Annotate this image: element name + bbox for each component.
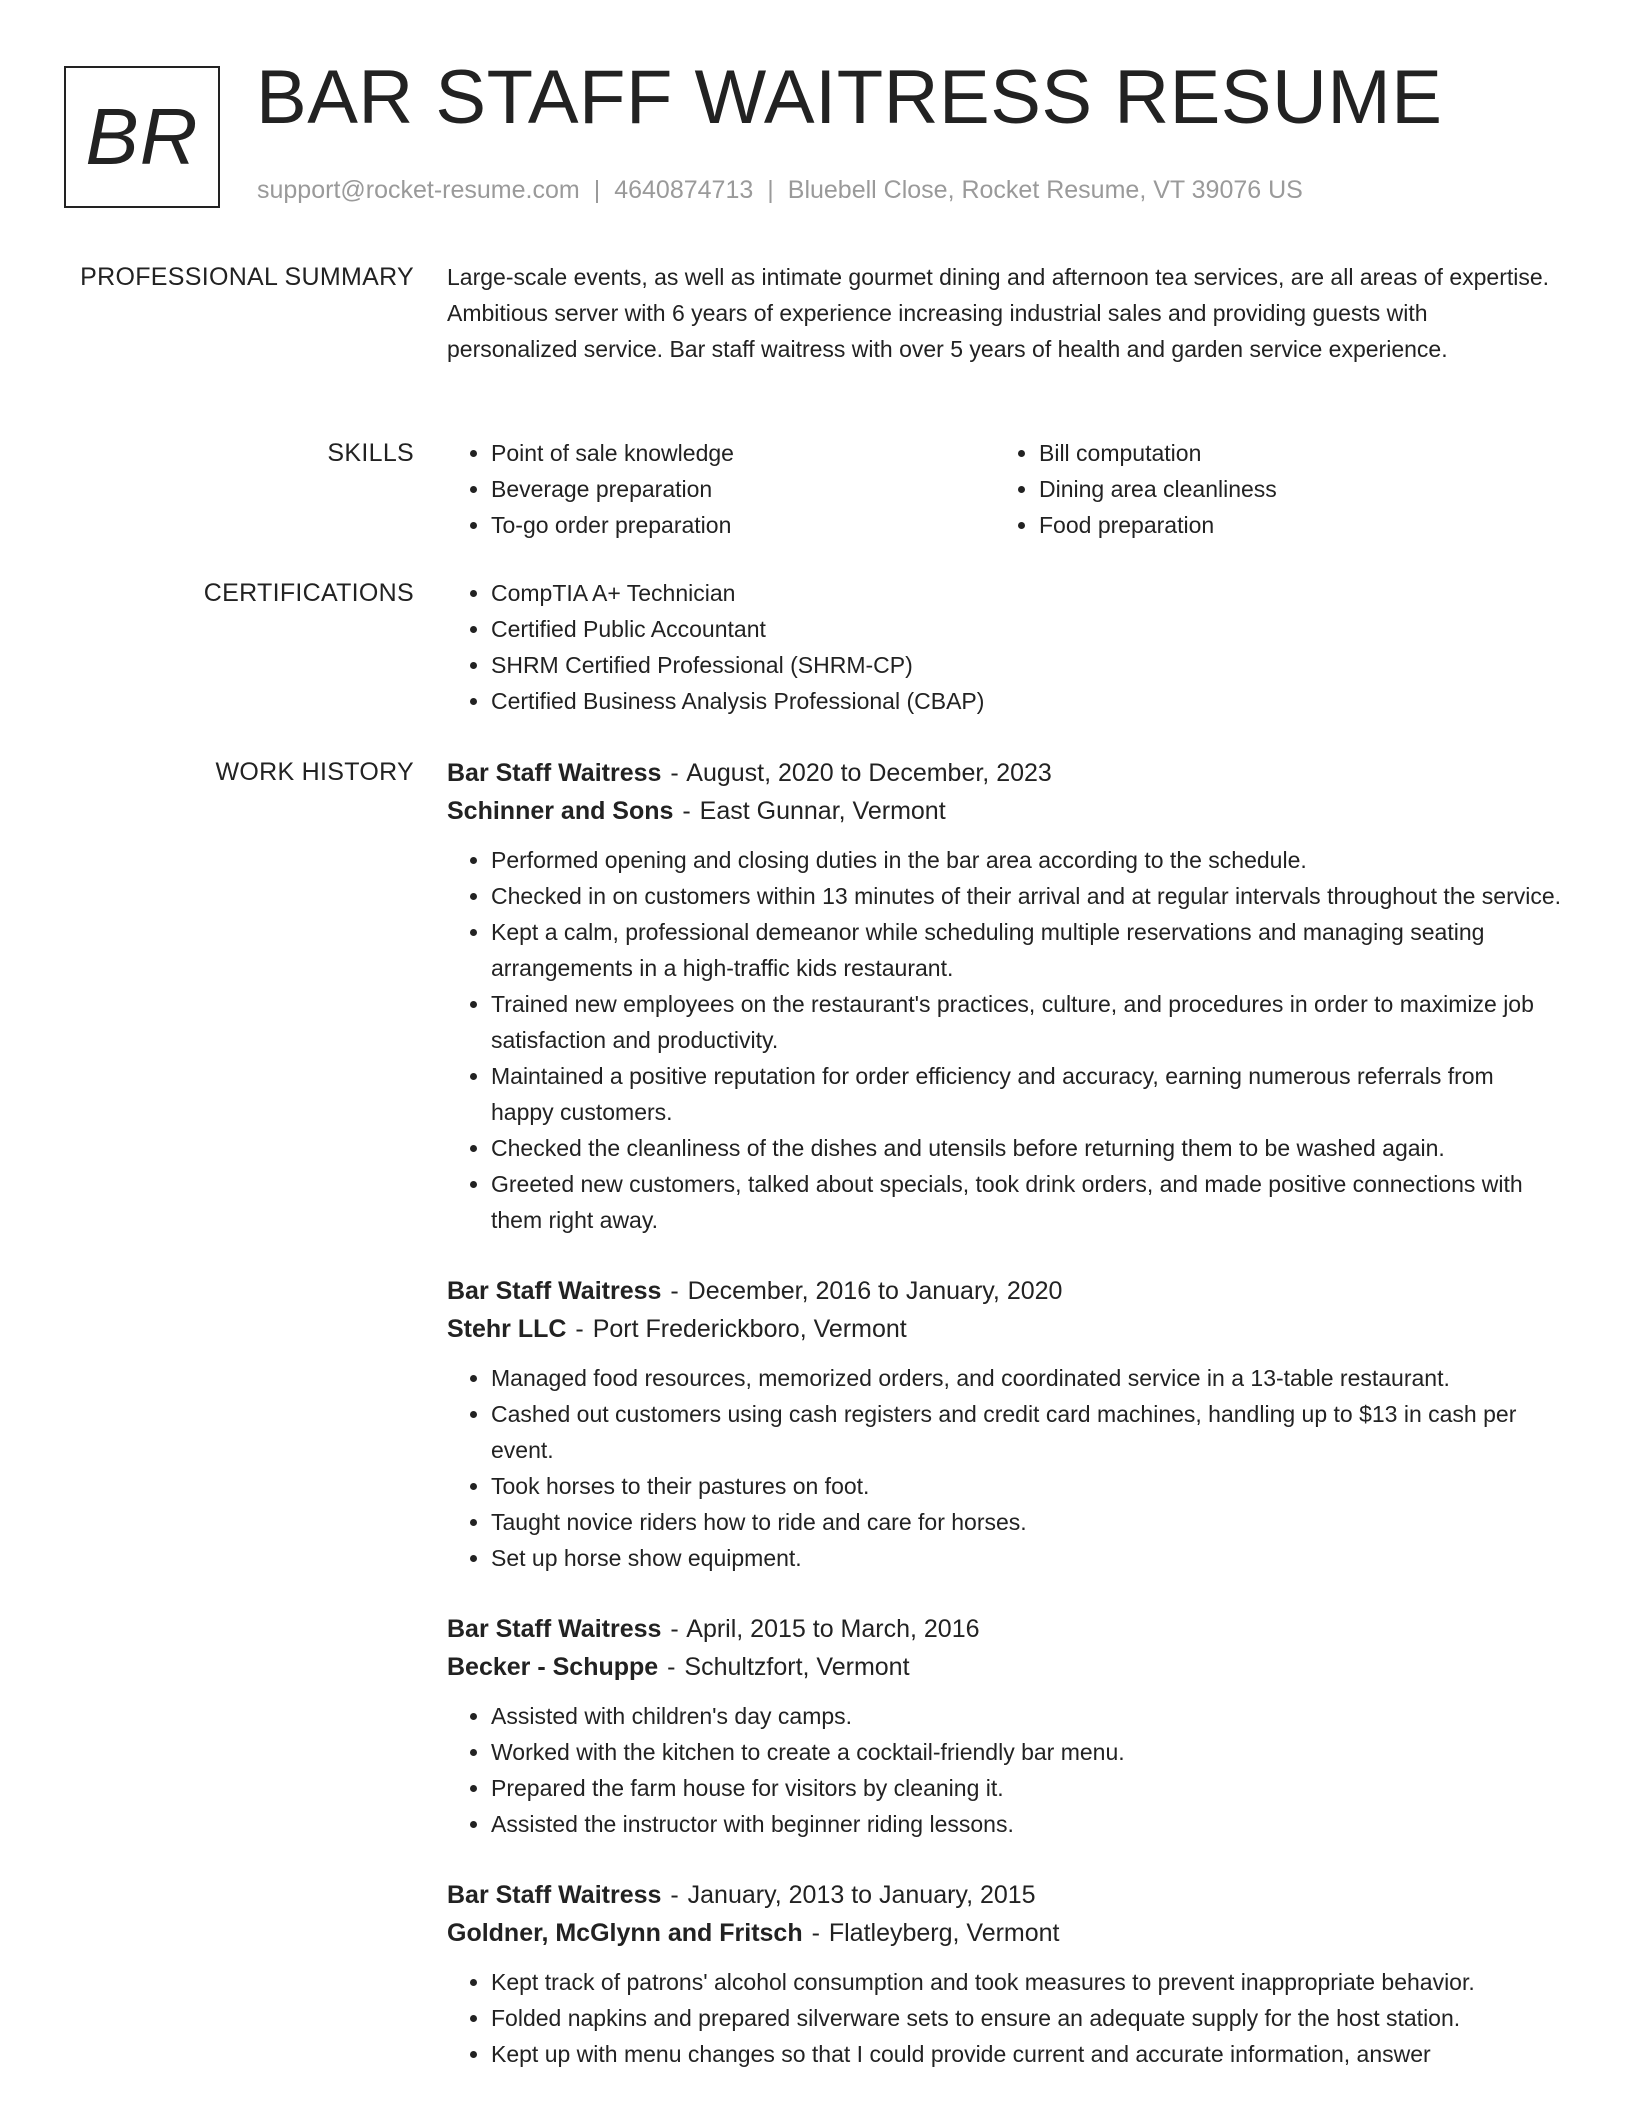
certifications-body — [447, 575, 1562, 719]
job-dash: - — [575, 1315, 584, 1343]
monogram-logo: BR — [64, 66, 220, 208]
job-bullet: • Kept up with menu changes so that I could provide current and accurate information, answer — [491, 2036, 1562, 2072]
job-bullet: • Trained new employees on the restaurant's practices, culture, and procedures in order to maximize job satisfaction and productivity. — [491, 986, 1562, 1058]
job-company-line — [447, 792, 1562, 830]
skills-list — [447, 435, 1562, 543]
job-bullet: • Took horses to their pastures on foot. — [491, 1468, 1562, 1504]
job-bullet: • Assisted the instructor with beginner riding lessons. — [491, 1806, 1562, 1842]
job-bullet: • Greeted new customers, talked about specials, took drink orders, and made positive connections with them right away. — [491, 1166, 1562, 1238]
job-bullet-list — [447, 842, 1562, 1238]
skill-item: • Bill computation — [1039, 435, 1587, 471]
job-entry — [447, 1272, 1562, 1576]
job-dash: - — [670, 1277, 679, 1305]
job-bullet: • Taught novice riders how to ride and care for horses. — [491, 1504, 1562, 1540]
job-dates: January, 2013 to January, 2015 — [687, 1881, 1036, 1909]
certification-item: • Certified Public Accountant — [491, 611, 1562, 647]
job-bullet-list — [447, 1360, 1562, 1576]
job-bullet: • Assisted with children's day camps. — [491, 1698, 1562, 1734]
job-bullet-list — [447, 1964, 1562, 2072]
summary-text: Large-scale events, as well as intimate gourmet dining and afternoon tea services, are all areas of expertise. Ambitious server with 6 years of experience increasing industrial sales and providing guests with personalized service. Bar staff waitress with over 5 years of health and garden service experience. — [447, 264, 1550, 362]
contact-separator: | — [593, 176, 601, 204]
job-bullet: • Set up horse show equipment. — [491, 1540, 1562, 1576]
job-bullet: • Worked with the kitchen to create a cocktail-friendly bar menu. — [491, 1734, 1562, 1770]
job-company: Goldner, McGlynn and Fritsch — [447, 1919, 803, 1947]
job-location: Flatleyberg, Vermont — [828, 1919, 1060, 1947]
job-dash: - — [670, 1615, 679, 1643]
job-entry — [447, 1876, 1562, 2072]
job-bullet: • Folded napkins and prepared silverware sets to ensure an adequate supply for the host station. — [491, 2000, 1562, 2036]
skills-body — [447, 435, 1562, 543]
job-company-line — [447, 1310, 1562, 1348]
job-title-line — [447, 1610, 1562, 1648]
job-bullet: • Kept a calm, professional demeanor while scheduling multiple reservations and managing seating arrangements in a high-traffic kids restaurant. — [491, 914, 1562, 986]
job-location: Schultzfort, Vermont — [684, 1653, 910, 1681]
job-location: Port Frederickboro, Vermont — [592, 1315, 907, 1343]
contact-email: support@rocket-resume.com — [257, 176, 580, 204]
job-company: Schinner and Sons — [447, 797, 674, 825]
job-entry — [447, 1610, 1562, 1842]
skill-item: • Dining area cleanliness — [1039, 471, 1587, 507]
contact-line — [257, 176, 1303, 205]
job-dash: - — [682, 797, 691, 825]
certification-item: • SHRM Certified Professional (SHRM-CP) — [491, 647, 1562, 683]
job-company: Stehr LLC — [447, 1315, 567, 1343]
contact-address: Bluebell Close, Rocket Resume, VT 39076 US — [787, 176, 1303, 204]
certification-item: • Certified Business Analysis Professional (CBAP) — [491, 683, 1562, 719]
skills-heading: SKILLS — [327, 439, 414, 467]
job-bullet: • Checked in on customers within 13 minutes of their arrival and at regular intervals throughout the service. — [491, 878, 1562, 914]
job-dash: - — [667, 1653, 676, 1681]
job-company-line — [447, 1914, 1562, 1952]
certifications-heading: CERTIFICATIONS — [203, 579, 414, 607]
job-bullet: • Checked the cleanliness of the dishes and utensils before returning them to be washed again. — [491, 1130, 1562, 1166]
job-bullet: • Cashed out customers using cash registers and credit card machines, handling up to $13 in cash per event. — [491, 1396, 1562, 1468]
job-dash: - — [811, 1919, 820, 1947]
job-company: Becker - Schuppe — [447, 1653, 659, 1681]
contact-separator: | — [767, 176, 774, 204]
job-bullet: • Maintained a positive reputation for order efficiency and accuracy, earning numerous referrals from happy customers. — [491, 1058, 1562, 1130]
certifications-list — [447, 575, 1562, 719]
skill-item: • Point of sale knowledge — [491, 435, 1039, 471]
job-dates: December, 2016 to January, 2020 — [687, 1277, 1063, 1305]
resume-title: BAR STAFF WAITRESS RESUME — [256, 55, 1443, 140]
skill-item: • Food preparation — [1039, 507, 1587, 543]
job-title: Bar Staff Waitress — [447, 759, 662, 787]
work-history-body — [447, 754, 1562, 2106]
work-history-heading: WORK HISTORY — [215, 758, 414, 786]
contact-phone: 4640874713 — [614, 176, 754, 204]
job-title: Bar Staff Waitress — [447, 1615, 662, 1643]
job-title-line — [447, 1876, 1562, 1914]
summary-heading: PROFESSIONAL SUMMARY — [80, 263, 414, 291]
job-title-line — [447, 1272, 1562, 1310]
certification-item: • CompTIA A+ Technician — [491, 575, 1562, 611]
job-dates: April, 2015 to March, 2016 — [686, 1615, 980, 1643]
job-dash: - — [670, 1881, 679, 1909]
skill-item: • To-go order preparation — [491, 507, 1039, 543]
job-bullet-list — [447, 1698, 1562, 1842]
job-bullet: • Kept track of patrons' alcohol consumption and took measures to prevent inappropriate behavior. — [491, 1964, 1562, 2000]
skill-item: • Beverage preparation — [491, 471, 1039, 507]
job-location: East Gunnar, Vermont — [699, 797, 946, 825]
job-bullet: • Managed food resources, memorized orders, and coordinated service in a 13-table restaurant. — [491, 1360, 1562, 1396]
job-dash: - — [670, 759, 679, 787]
job-bullet: • Prepared the farm house for visitors by cleaning it. — [491, 1770, 1562, 1806]
job-dates: August, 2020 to December, 2023 — [686, 759, 1052, 787]
job-bullet: • Performed opening and closing duties in the bar area according to the schedule. — [491, 842, 1562, 878]
job-title-line — [447, 754, 1562, 792]
job-entry — [447, 754, 1562, 1238]
job-title: Bar Staff Waitress — [447, 1881, 662, 1909]
job-company-line — [447, 1648, 1562, 1686]
job-title: Bar Staff Waitress — [447, 1277, 662, 1305]
summary-body — [447, 259, 1562, 367]
